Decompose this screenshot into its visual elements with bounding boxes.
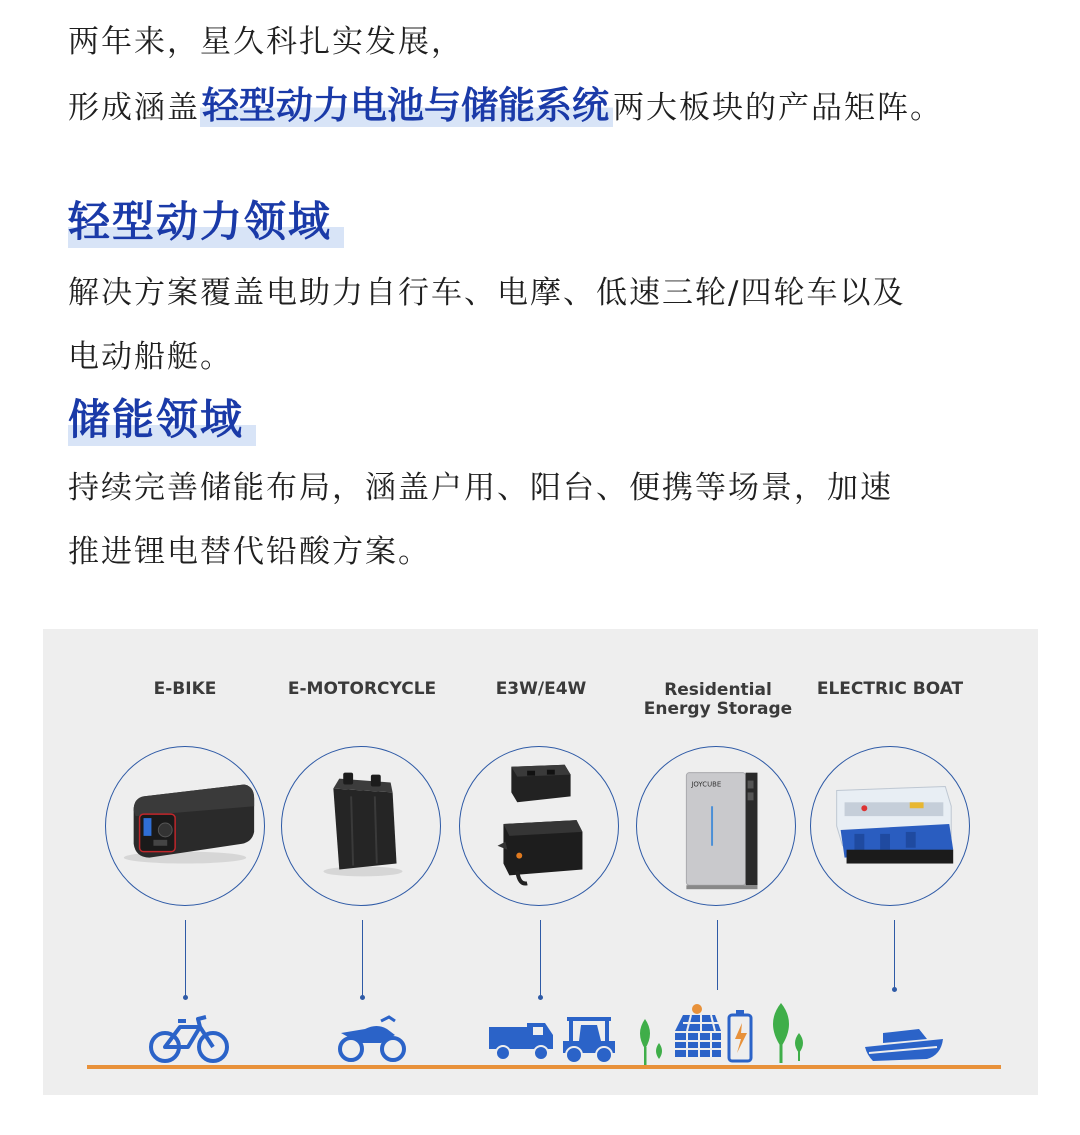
intro-line-2-prefix: 形成涵盖 <box>68 90 200 126</box>
solar-panel-icon <box>671 1001 755 1065</box>
intro-line-1: 两年来，星久科扎实发展， <box>68 24 464 60</box>
ebike-battery-icon <box>106 747 264 905</box>
light-power-text-1: 解决方案覆盖电助力自行车、电摩、低速三轮/四轮车以及 <box>68 275 906 311</box>
connector-dot-emotorcycle <box>360 995 365 1000</box>
connector-dot-ebike <box>183 995 188 1000</box>
e3w-battery-icon <box>460 747 618 905</box>
bicycle-icon <box>148 1013 230 1065</box>
storage-text-2: 推进锂电替代铅酸方案。 <box>68 534 431 570</box>
storage-brand-label: JOYCUBE <box>691 780 722 789</box>
connector-line-storage <box>717 920 718 990</box>
boat-battery-circle <box>810 746 970 906</box>
storage-cabinet-circle <box>636 746 796 906</box>
category-label-energy-storage: Energy Storage <box>643 699 793 719</box>
connector-line-ebike <box>185 920 186 998</box>
category-label-emotorcycle: E-MOTORCYCLE <box>287 679 437 699</box>
motorcycle-icon <box>337 1011 407 1063</box>
light-power-text-2: 电动船艇。 <box>68 339 233 375</box>
category-label-residential: Residential <box>664 680 772 700</box>
intro-line-2 <box>68 86 943 128</box>
storage-cabinet-icon <box>637 747 795 905</box>
connector-dot-boat <box>892 987 897 992</box>
ebike-battery-circle <box>105 746 265 906</box>
connector-line-boat <box>894 920 895 990</box>
intro-highlight: 轻型动力电池与储能系统 <box>200 84 613 127</box>
e3w-battery-circle <box>459 746 619 906</box>
storage-text-1: 持续完善储能布局，涵盖户用、阳台、便携等场景，加速 <box>68 470 893 506</box>
plant-icon-left <box>635 1019 665 1065</box>
category-label-ebike: E-BIKE <box>153 679 217 699</box>
motorcycle-battery-circle <box>281 746 441 906</box>
tree-icon <box>763 1001 809 1065</box>
section-title-energy-storage: 储能领域 <box>68 394 256 446</box>
category-label-residential-storage <box>633 681 803 719</box>
category-label-electric-boat: ELECTRIC BOAT <box>816 679 964 699</box>
category-label-e3w-e4w: E3W/E4W <box>495 679 587 699</box>
connector-dot-e3w <box>538 995 543 1000</box>
motorcycle-battery-icon <box>282 747 440 905</box>
golf-cart-icon <box>561 1011 617 1065</box>
boat-icon <box>863 1025 947 1065</box>
ground-line <box>87 1065 1001 1069</box>
tricycle-truck-icon <box>489 1019 555 1065</box>
connector-line-e3w <box>540 920 541 998</box>
section-title-light-power: 轻型动力领域 <box>68 196 344 248</box>
application-panel <box>43 629 1038 1095</box>
connector-line-emotorcycle <box>362 920 363 998</box>
boat-battery-icon <box>811 747 969 905</box>
intro-line-2-suffix: 两大板块的产品矩阵。 <box>613 90 943 126</box>
